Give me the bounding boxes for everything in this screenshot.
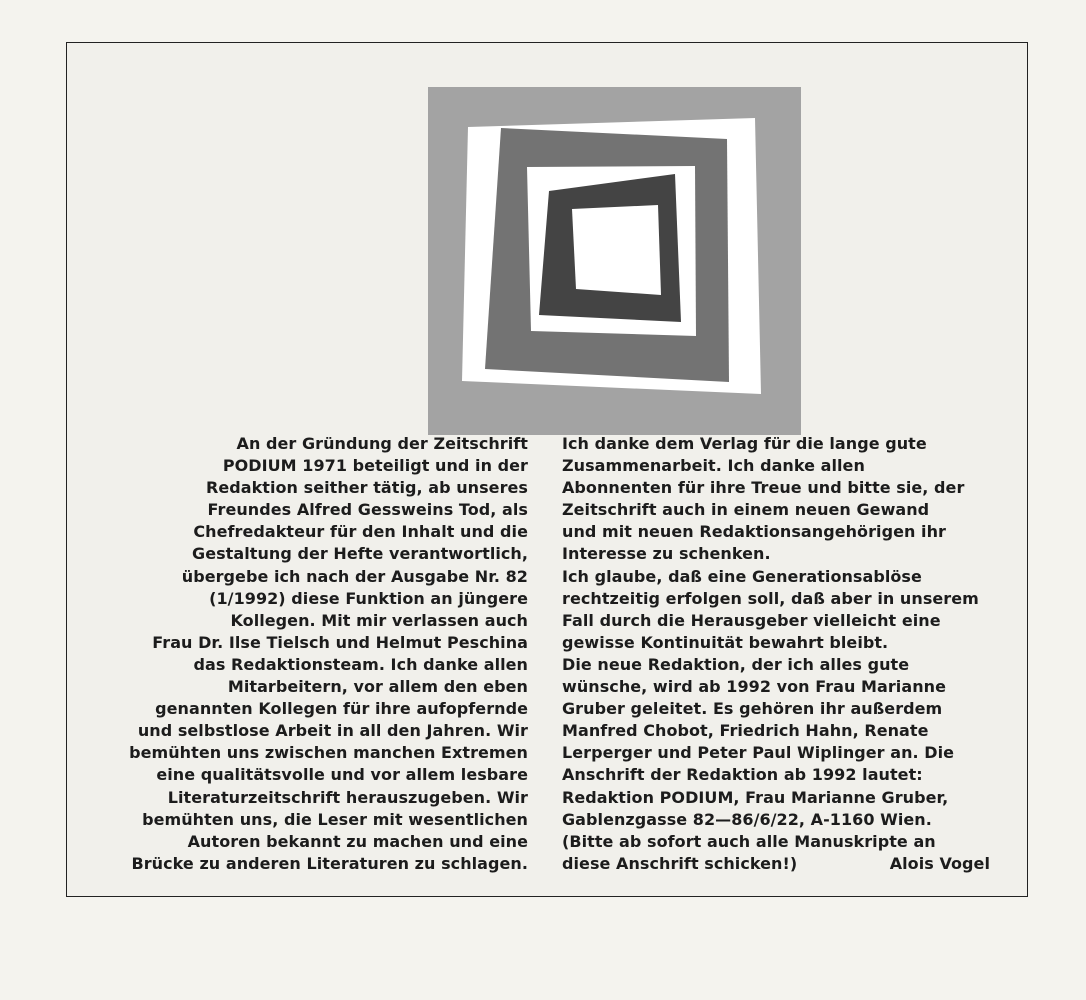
- author-signature: Alois Vogel: [889, 853, 990, 873]
- text-line: bemühten uns, die Leser mit wesentlichen: [142, 809, 528, 829]
- text-line: Redaktion PODIUM, Frau Marianne Gruber,: [562, 787, 949, 807]
- text-line: Literaturzeitschrift herauszugeben. Wir: [167, 787, 528, 807]
- text-line: das Redaktionsteam. Ich danke allen: [193, 654, 528, 674]
- text-line: Abonnenten für ihre Treue und bitte sie, der: [562, 478, 965, 498]
- text-line: Kollegen. Mit mir verlassen auch: [230, 610, 528, 630]
- text-line: (1/1992) diese Funktion an jüngere: [209, 588, 528, 608]
- text-line: Manfred Chobot, Friedrich Hahn, Renate: [562, 721, 929, 741]
- nested-squares-graphic: [428, 87, 801, 435]
- text-line: Anschrift der Redaktion ab 1992 lautet:: [562, 765, 923, 785]
- text-line: gewisse Kontinuität bewahrt bleibt.: [562, 632, 889, 652]
- text-line: Gestaltung der Hefte verantwortlich,: [192, 544, 528, 564]
- text-line: Zeitschrift auch in einem neuen Gewand: [562, 500, 930, 520]
- white-center-square: [572, 205, 661, 295]
- text-line: eine qualitätsvolle und vor allem lesbare: [156, 765, 528, 785]
- text-line: wünsche, wird ab 1992 von Frau Marianne: [562, 677, 946, 697]
- text-line: Interesse zu schenken.: [562, 544, 771, 564]
- right-text-column: [562, 433, 990, 875]
- text-line: genannten Kollegen für ihre aufopfernde: [155, 699, 528, 719]
- left-text-column: [129, 433, 528, 875]
- text-line: übergebe ich nach der Ausgabe Nr. 82: [181, 566, 528, 586]
- text-line: Fall durch die Herausgeber vielleicht eine: [562, 610, 941, 630]
- text-line: Brücke zu anderen Literaturen zu schlagen.: [131, 853, 528, 873]
- text-line: diese Anschrift schicken!): [562, 853, 798, 873]
- abstract-square-artwork: [428, 87, 801, 435]
- text-line: Gruber geleitet. Es gehören ihr außerdem: [562, 699, 943, 719]
- text-line: und selbstlose Arbeit in all den Jahren. Wir: [137, 721, 528, 741]
- text-line: Lerperger und Peter Paul Wiplinger an. Die: [562, 743, 955, 763]
- text-line: bemühten uns zwischen manchen Extremen: [129, 743, 528, 763]
- text-line: (Bitte ab sofort auch alle Manuskripte an: [562, 831, 936, 851]
- text-line: Frau Dr. Ilse Tielsch und Helmut Peschina: [152, 632, 528, 652]
- text-line: Gablenzgasse 82—86/6/22, A-1160 Wien.: [562, 809, 932, 829]
- text-line: Redaktion seither tätig, ab unseres: [205, 478, 528, 498]
- text-line: Die neue Redaktion, der ich alles gute: [562, 654, 910, 674]
- text-line: PODIUM 1971 beteiligt und in der: [222, 456, 528, 476]
- closing-line: [562, 853, 990, 875]
- text-line: Autoren bekannt zu machen und eine: [187, 831, 528, 851]
- text-line: Mitarbeitern, vor allem den eben: [227, 677, 528, 697]
- text-line: Freundes Alfred Gessweins Tod, als: [207, 500, 528, 520]
- text-line: Zusammenarbeit. Ich danke allen: [562, 456, 865, 476]
- text-line: rechtzeitig erfolgen soll, daß aber in unserem: [562, 588, 979, 608]
- text-line: An der Gründung der Zeitschrift: [236, 434, 528, 453]
- text-line: Chefredakteur für den Inhalt und die: [193, 522, 528, 542]
- text-line: und mit neuen Redaktionsangehörigen ihr: [562, 522, 946, 542]
- text-line: Ich danke dem Verlag für die lange gute: [562, 434, 927, 453]
- text-line: Ich glaube, daß eine Generationsablöse: [562, 566, 922, 586]
